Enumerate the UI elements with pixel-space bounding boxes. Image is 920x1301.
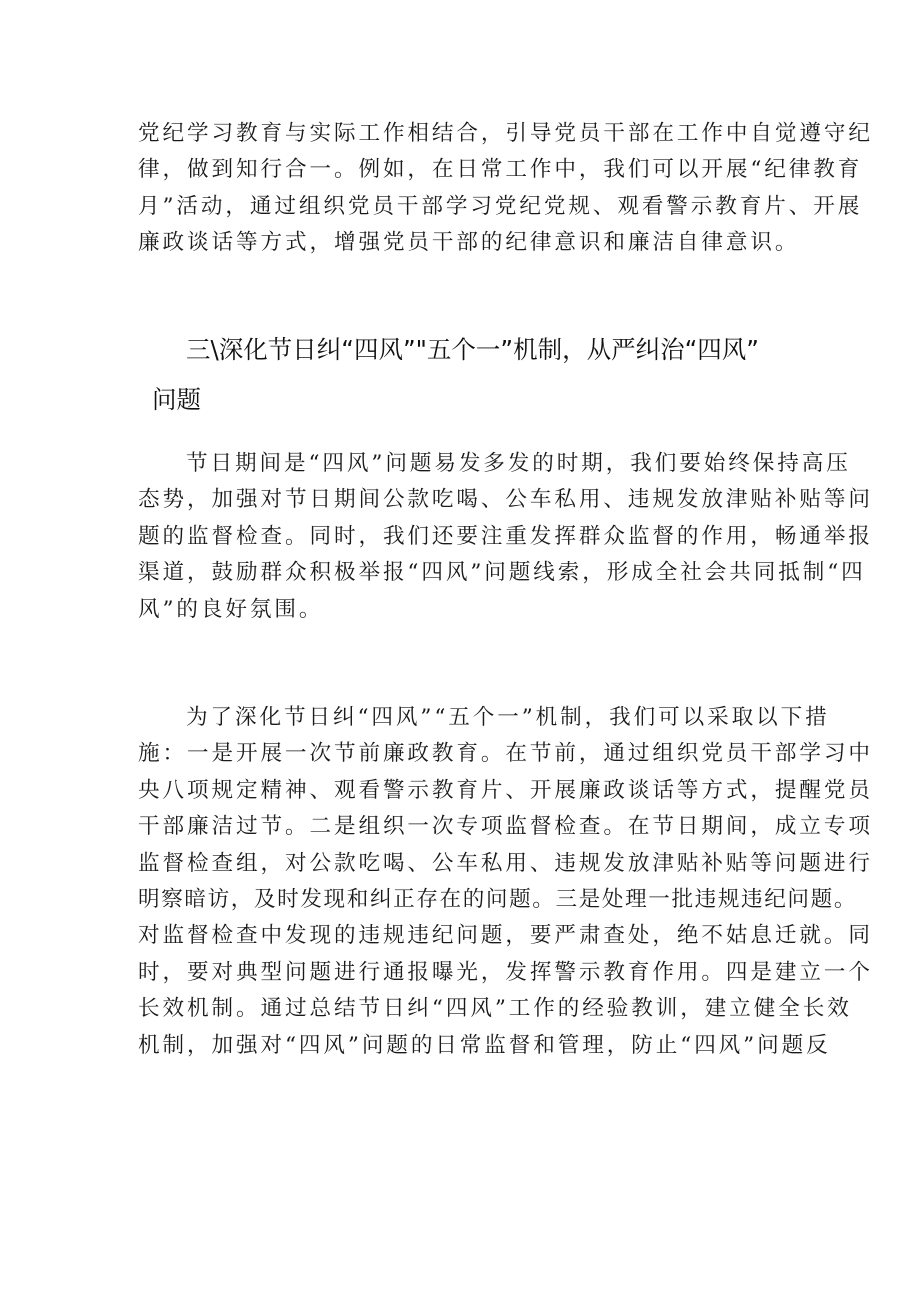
paragraph-line: 对监督检查中发现的违规违纪问题，要严肃查处，绝不姑息迁就。同 — [138, 923, 873, 949]
section-heading-line: 三\深化节日纠“四风”"五个一”机制，从严纠治“四风” — [186, 335, 759, 364]
paragraph-line: 渠道，鼓励群众积极举报“四风”问题线索，形成全社会共同抵制“四 — [138, 560, 866, 586]
paragraph-2 — [138, 700, 873, 1064]
paragraph-line: 风”的良好氛围。 — [138, 596, 324, 622]
paragraph-line: 党纪学习教育与实际工作相结合，引导党员干部在工作中自觉遵守纪 — [138, 121, 873, 146]
paragraph-line: 央八项规定精神、观看警示教育片、开展廉政谈话等方式，提醒党员 — [138, 777, 873, 803]
paragraph-line: 律，做到知行合一。例如，在日常工作中，我们可以开展“纪律教育 — [138, 157, 863, 183]
paragraph-top — [138, 116, 873, 262]
paragraph-line: 机制，加强对“四风”问题的日常监督和管理，防止“四风”问题反 — [138, 1032, 831, 1058]
paragraph-line: 节日期间是“四风”问题易发多发的时期，我们要始终保持高压 — [186, 451, 851, 476]
paragraph-line: 干部廉洁过节。二是组织一次专项监督检查。在节日期间，成立专项 — [138, 814, 873, 840]
paragraph-line: 明察暗访，及时发现和纠正存在的问题。三是处理一批违规违纪问题。 — [138, 886, 858, 912]
paragraph-line: 监督检查组，对公款吃喝、公车私用、违规发放津贴补贴等问题进行 — [138, 850, 873, 876]
paragraph-line: 长效机制。通过总结节日纠“四风”工作的经验教训，建立健全长效 — [138, 996, 852, 1022]
paragraph-line: 施：一是开展一次节前廉政教育。在节前，通过组织党员干部学习中 — [138, 741, 873, 767]
paragraph-line: 为了深化节日纠“四风”“五个一”机制，我们可以采取以下措 — [186, 705, 830, 730]
paragraph-line: 态势，加强对节日期间公款吃喝、公车私用、违规发放津贴补贴等问 — [138, 487, 873, 513]
section-heading — [138, 325, 798, 425]
section-heading-line: 问题 — [152, 385, 201, 414]
paragraph-line: 时，要对典型问题进行通报曝光，发挥警示教育作用。四是建立一个 — [138, 959, 873, 985]
paragraph-1 — [138, 446, 873, 628]
paragraph-line: 月”活动，通过组织党员干部学习党纪党规、观看警示教育片、开展 — [138, 193, 863, 219]
paragraph-line: 廉政谈话等方式，增强党员干部的纪律意识和廉洁自律意识。 — [138, 230, 800, 256]
paragraph-line: 题的监督检查。同时，我们还要注重发挥群众监督的作用，畅通举报 — [138, 523, 873, 549]
